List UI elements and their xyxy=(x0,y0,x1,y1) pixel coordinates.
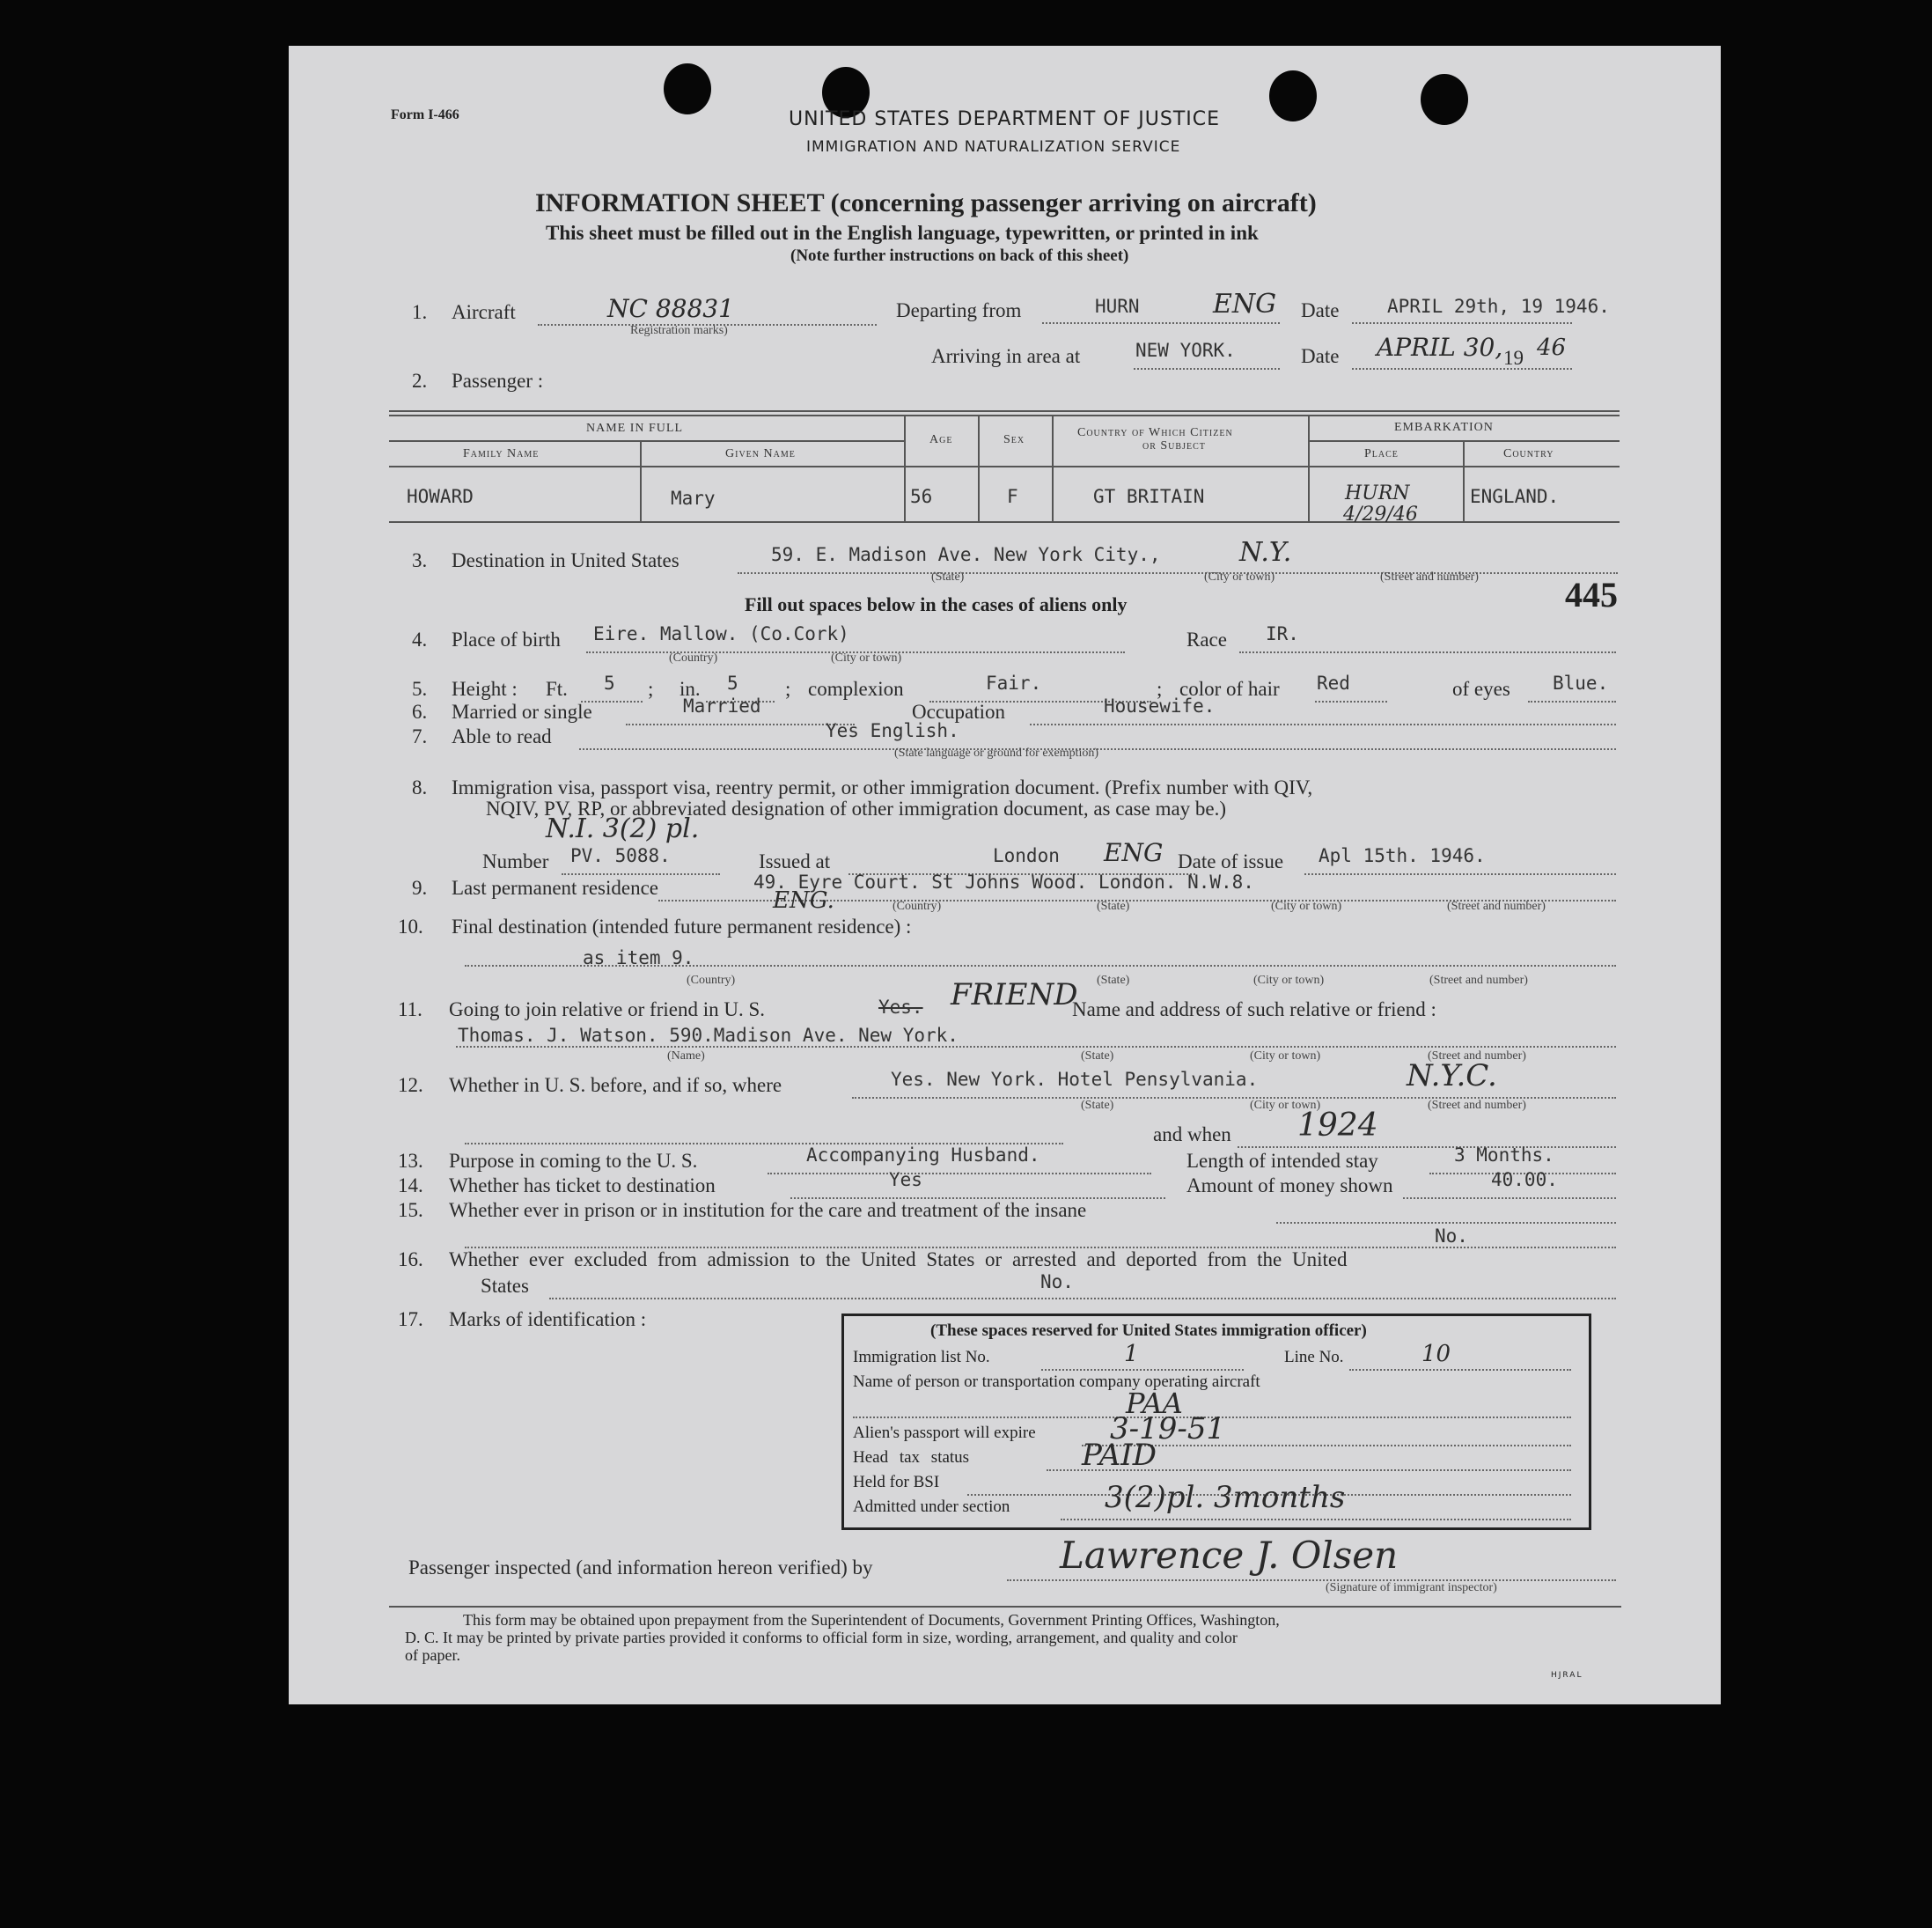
doc-number-value: PV. 5088. xyxy=(570,845,671,866)
immigration-list-label: Immigration list No. xyxy=(853,1348,990,1366)
purpose-value: Accompanying Husband. xyxy=(806,1144,1040,1166)
immigration-doc-text-1: Immigration visa, passport visa, reentry permit, or other immigration document. (Prefix number with QIV, xyxy=(452,776,1313,798)
line-no-value: 10 xyxy=(1421,1341,1451,1367)
family-name-header: Family Name xyxy=(463,447,540,460)
citizen-of-value: GT BRITAIN xyxy=(1093,486,1205,507)
embark-country-value: ENGLAND. xyxy=(1470,486,1560,507)
street-caption: (Street and number) xyxy=(1380,570,1479,584)
departure-date-value: APRIL 29th, 19 1946. xyxy=(1387,296,1610,317)
aliens-only-heading: Fill out spaces below in the cases of aliens only xyxy=(745,593,1128,615)
join-struck-value: Yes. xyxy=(878,997,923,1018)
item-number: 13. xyxy=(398,1150,423,1172)
destination-us-value: 59. E. Madison Ave. New York City., xyxy=(771,544,1161,565)
age-header: Age xyxy=(929,433,953,446)
excluded-value: No. xyxy=(1040,1271,1074,1292)
immigration-doc-text-2: NQIV, PV, RP, or abbreviated designation of other immigration document, as case may be.) xyxy=(486,798,1227,820)
immigration-list-value: 1 xyxy=(1124,1341,1139,1367)
date-of-issue-value: Apl 15th. 1946. xyxy=(1319,845,1486,866)
street-caption: (Street and number) xyxy=(1428,1099,1526,1112)
semicolon: ; xyxy=(1157,678,1163,700)
number-label: Number xyxy=(482,850,549,872)
given-name-value: Mary xyxy=(671,488,716,509)
ticket-label: Whether has ticket to destination xyxy=(449,1174,716,1196)
excluded-label-1: Whether ever excluded from admission to the United States or arrested and deported from the United xyxy=(449,1248,1348,1270)
join-relative-value: FRIEND xyxy=(951,977,1078,1012)
embark-country-header: Country xyxy=(1503,447,1554,460)
age-value: 56 xyxy=(910,486,933,507)
family-name-value: HOWARD xyxy=(407,486,474,507)
race-value: IR. xyxy=(1266,623,1299,644)
marks-label: Marks of identification : xyxy=(449,1308,647,1330)
item-number: 10. xyxy=(398,916,423,938)
friend-value: Thomas. J. Watson. 590.Madison Ave. New York. xyxy=(458,1025,959,1046)
head-tax-value: PAID xyxy=(1082,1438,1157,1473)
aircraft-label: Aircraft xyxy=(452,301,516,323)
last-residence-country-value: ENG. xyxy=(773,887,834,914)
form-note: (Note further instructions on back of this sheet) xyxy=(790,247,1129,265)
admitted-under-label: Admitted under section xyxy=(853,1498,1010,1516)
item-number: 5. xyxy=(412,678,428,700)
country-citizen-header: Country of Which Citizen xyxy=(1077,426,1233,439)
final-destination-label: Final destination (intended future permanent residence) : xyxy=(452,916,912,938)
name-address-label: Name and address of such relative or friend : xyxy=(1072,998,1436,1020)
item-number: 12. xyxy=(398,1074,423,1096)
arriving-in-label: Arriving in area at xyxy=(931,345,1081,367)
footer-line-1: This form may be obtained upon prepayment from the Superintendent of Documents, Government Printing Offices, Washington, xyxy=(463,1611,1280,1629)
state-caption: (State) xyxy=(1097,900,1130,913)
form-title: INFORMATION SHEET (concerning passenger arriving on aircraft) xyxy=(535,188,1317,217)
birth-place-value: Eire. Mallow. (Co.Cork) xyxy=(593,623,849,644)
embark-date-value: 4/29/46 xyxy=(1343,504,1418,526)
officer-box-title: (These spaces reserved for United States immigration officer) xyxy=(930,1321,1367,1340)
in-us-before-hand-value: N.Y.C. xyxy=(1407,1058,1497,1093)
semicolon: ; xyxy=(785,678,791,700)
held-bsi-label: Held for BSI xyxy=(853,1473,940,1491)
length-of-stay-label: Length of intended stay xyxy=(1186,1150,1378,1172)
item-number: 16. xyxy=(398,1248,423,1270)
punch-hole xyxy=(1269,70,1317,121)
footer-line-2: D. C. It may be printed by private parties provided it conforms to official form in size, wording, arrangement, and quality and color xyxy=(405,1629,1238,1646)
arrival-date-label: Date xyxy=(1301,345,1340,367)
departure-date-label: Date xyxy=(1301,299,1340,321)
street-caption: (Street and number) xyxy=(1428,1049,1526,1063)
form-number: Form I-466 xyxy=(391,107,459,122)
going-to-join-label: Going to join relative or friend in U. S. xyxy=(449,998,765,1020)
visa-annotation-value: N.I. 3(2) pl. xyxy=(546,813,700,844)
transport-company-value: PAA xyxy=(1126,1387,1183,1420)
ticket-value: Yes xyxy=(889,1169,922,1190)
able-to-read-label: Able to read xyxy=(452,725,552,747)
prison-value: No. xyxy=(1435,1225,1468,1247)
city-caption: (City or town) xyxy=(1204,570,1275,584)
semicolon: ; xyxy=(648,678,654,700)
and-when-label: and when xyxy=(1153,1123,1231,1145)
complexion-label: complexion xyxy=(808,678,904,700)
punch-hole xyxy=(664,63,711,114)
manifest-number: 445 xyxy=(1565,575,1618,614)
state-caption: (State) xyxy=(1081,1099,1114,1112)
service-name: IMMIGRATION AND NATURALIZATION SERVICE xyxy=(806,138,1181,156)
hair-label: color of hair xyxy=(1179,678,1280,700)
item-number: 11. xyxy=(398,998,422,1020)
punch-hole xyxy=(1421,74,1468,125)
city-caption: (City or town) xyxy=(1271,900,1342,913)
passenger-label: Passenger : xyxy=(452,370,544,392)
race-label: Race xyxy=(1186,629,1227,651)
passport-expire-value: 3-19-51 xyxy=(1110,1411,1226,1446)
form-subtitle: This sheet must be filled out in the English language, typewritten, or printed in ink xyxy=(546,222,1259,244)
departing-from-value: HURN xyxy=(1095,296,1140,317)
final-destination-value: as item 9. xyxy=(583,947,694,968)
issued-at-value: London xyxy=(993,845,1060,866)
destination-us-label: Destination in United States xyxy=(452,549,680,571)
officer-box xyxy=(841,1314,1591,1530)
arrival-year-prefix: 19 xyxy=(1503,347,1524,369)
destination-state-value: N.Y. xyxy=(1239,537,1292,568)
inspected-by-label: Passenger inspected (and information hereon verified) by xyxy=(408,1556,873,1578)
excluded-label-2: States xyxy=(481,1275,529,1297)
street-caption: (Street and number) xyxy=(1429,974,1528,987)
item-number: 2. xyxy=(412,370,428,392)
date-of-issue-label: Date of issue xyxy=(1178,850,1284,872)
head-tax-label: Head tax status xyxy=(853,1448,970,1467)
married-label: Married or single xyxy=(452,701,592,723)
sex-value: F xyxy=(1007,486,1018,507)
place-of-birth-label: Place of birth xyxy=(452,629,561,651)
last-residence-value: 49. Eyre Court. St Johns Wood. London. N.W.8. xyxy=(753,872,1254,893)
height-label: Height : xyxy=(452,678,518,700)
form-sheet xyxy=(289,46,1721,1704)
marital-status-value: Married xyxy=(683,695,761,717)
given-name-header: Given Name xyxy=(725,447,796,460)
line-no-label: Line No. xyxy=(1284,1348,1344,1366)
inspector-signature: Lawrence J. Olsen xyxy=(1060,1534,1399,1577)
item-number: 3. xyxy=(412,549,428,571)
last-residence-label: Last permanent residence xyxy=(452,877,658,899)
city-caption: (City or town) xyxy=(1250,1099,1321,1112)
arrival-date-value: APRIL 30, xyxy=(1377,333,1503,362)
item-number: 6. xyxy=(412,701,428,723)
printer-mark: HJRAL xyxy=(1551,1671,1583,1680)
item-number: 7. xyxy=(412,725,428,747)
admitted-under-value: 3(2)pl. 3months xyxy=(1105,1480,1346,1515)
height-ft-value: 5 xyxy=(604,673,615,694)
or-subject-header: or Subject xyxy=(1142,439,1206,453)
name-in-full-header: NAME IN FULL xyxy=(586,422,683,435)
footer-line-3: of paper. xyxy=(405,1646,460,1664)
agency-name: UNITED STATES DEPARTMENT OF JUSTICE xyxy=(789,108,1221,130)
issued-at-country-value: ENG xyxy=(1104,838,1164,867)
city-caption: (City or town) xyxy=(1253,974,1325,987)
city-caption: (City or town) xyxy=(1250,1049,1321,1063)
place-header: Place xyxy=(1364,447,1399,460)
item-number: 1. xyxy=(412,301,428,323)
aircraft-value: NC 88831 xyxy=(607,294,734,323)
state-caption: (State) xyxy=(1097,974,1130,987)
arrival-year-value: 46 xyxy=(1537,335,1567,361)
embarkation-header: EMBARKATION xyxy=(1394,421,1494,434)
departing-country-value: ENG xyxy=(1213,289,1277,320)
street-caption: (Street and number) xyxy=(1447,900,1546,913)
in-label: in. xyxy=(680,678,701,700)
item-number: 14. xyxy=(398,1174,423,1196)
prison-label: Whether ever in prison or in institution for the care and treatment of the insane xyxy=(449,1199,1087,1221)
item-number: 8. xyxy=(412,776,428,798)
country-caption: (Country) xyxy=(893,900,942,913)
signature-caption: (Signature of immigrant inspector) xyxy=(1326,1581,1497,1594)
when-value: 1924 xyxy=(1297,1107,1378,1144)
length-of-stay-value: 3 Months. xyxy=(1454,1144,1554,1166)
in-us-before-label: Whether in U. S. before, and if so, where xyxy=(449,1074,782,1096)
sex-header: Sex xyxy=(1003,433,1025,446)
item-number: 15. xyxy=(398,1199,423,1221)
arriving-in-value: NEW YORK. xyxy=(1135,340,1236,361)
language-caption: (State language or ground for exemption) xyxy=(894,747,1099,760)
in-us-before-value: Yes. New York. Hotel Pensylvania. xyxy=(891,1069,1259,1090)
item-number: 17. xyxy=(398,1308,423,1330)
height-in-value: 5 xyxy=(727,673,738,694)
money-label: Amount of money shown xyxy=(1186,1174,1393,1196)
occupation-value: Housewife. xyxy=(1104,695,1216,717)
passport-expire-label: Alien's passport will expire xyxy=(853,1424,1036,1442)
state-caption: (State) xyxy=(931,570,965,584)
eyes-label: of eyes xyxy=(1452,678,1510,700)
registration-caption: Registration marks) xyxy=(630,324,728,337)
transport-company-label: Name of person or transportation company operating aircraft xyxy=(853,1372,1260,1391)
embark-place-value: HURN xyxy=(1345,482,1410,504)
name-caption: (Name) xyxy=(667,1049,705,1063)
occupation-label: Occupation xyxy=(912,701,1006,723)
state-caption: (State) xyxy=(1081,1049,1114,1063)
departing-from-label: Departing from xyxy=(896,299,1022,321)
eyes-value: Blue. xyxy=(1553,673,1609,694)
complexion-value: Fair. xyxy=(986,673,1042,694)
ft-label: Ft. xyxy=(546,678,568,700)
item-number: 9. xyxy=(412,877,428,899)
money-value: 40.00. xyxy=(1491,1169,1558,1190)
able-to-read-value: Yes English. xyxy=(826,720,959,741)
purpose-label: Purpose in coming to the U. S. xyxy=(449,1150,698,1172)
item-number: 4. xyxy=(412,629,428,651)
city-caption: (City or town) xyxy=(831,651,902,665)
country-caption: (Country) xyxy=(669,651,718,665)
issued-at-label: Issued at xyxy=(759,850,831,872)
country-caption: (Country) xyxy=(687,974,736,987)
hair-value: Red xyxy=(1317,673,1350,694)
